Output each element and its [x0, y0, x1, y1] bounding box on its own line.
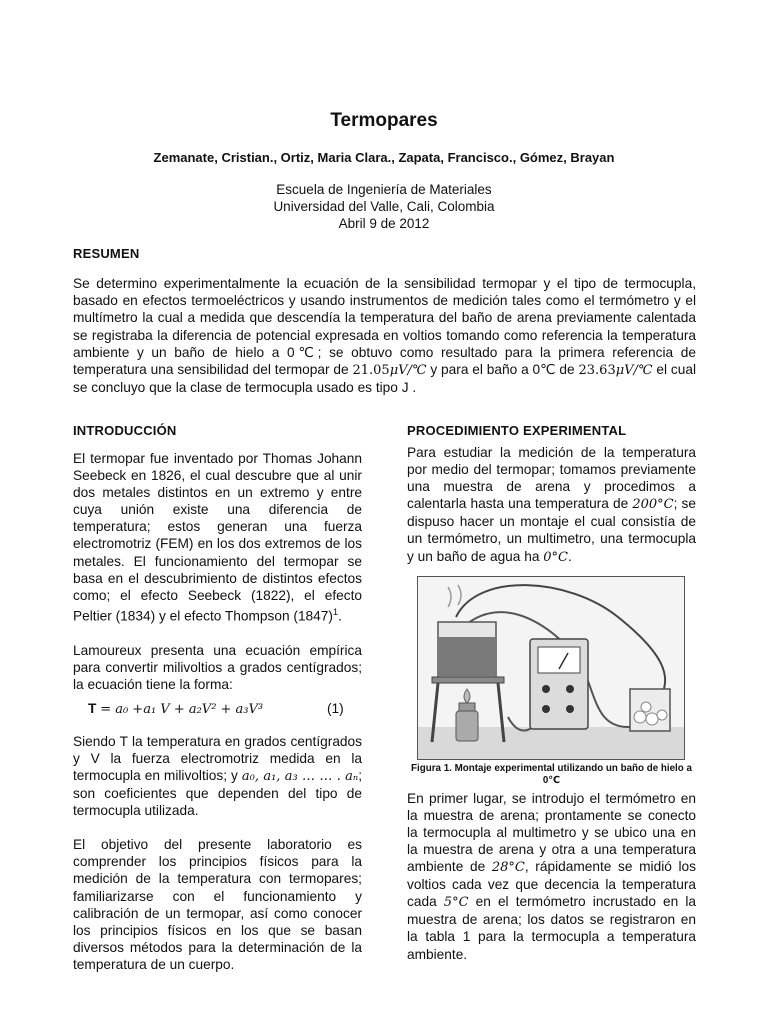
intro-paragraph: El termopar fue inventado por Thomas Johann Seebeck en 1826, el cual descubre que al unir dos metales distintos en un extremo y entre cuya unión existe una diferencia de temperatura; estos generan una fuerza electromotriz (FEM) en los dos extremos de los metales. El funcionamiento del termopar se basa en el descubrimiento de distintos efectos como; el efecto Seebeck (1822), el efecto Peltier (1834) y el efecto Thompson $(1847)^1$.: [73, 451, 362, 624]
equation-lhs: T: [88, 700, 97, 716]
intro-paragraph: El objetivo del presente laboratorio es comprender los principios físicos para la medición de la temperatura con termopares; familiarizarse con el funcionamiento y calibración de un termopar, así como conocer los principios físicos en los que se basan diversos métodos para la determinación de la temperatura de un cuerpo.: [73, 837, 362, 972]
abstract-heading: RESUMEN: [73, 246, 140, 261]
intro-paragraph: [73, 733, 362, 819]
affiliation-block: [0, 181, 768, 232]
procedure-paragraph-text: , rápidamente se midió los voltios cada vez que decencia la temperatura cada: [407, 859, 697, 910]
left-column: [73, 423, 362, 973]
temperature-value: 200°C: [632, 497, 674, 513]
figure-caption: Figura 1. Montaje experimental utilizando un baño de hielo a 0℃: [411, 762, 692, 786]
temperature-value: 28°C: [491, 860, 525, 876]
procedure-paragraph: [407, 790, 696, 963]
equation-1: [73, 701, 362, 723]
abstract-text-part: y para el baño a 0℃ de: [426, 362, 579, 378]
intro-paragraph-text: Siendo T la temperatura en grados centígrados y V la fuerza electromotriz medida en la termocupla en milivoltios; y: [73, 733, 362, 783]
procedure-heading: PROCEDIMIENTO EXPERIMENTAL: [407, 423, 627, 438]
abstract-unit: μV/℃: [389, 363, 427, 379]
procedure-paragraph-text: ; se dispuso hacer un montaje el cual consistía de un termómetro, un multimetro, una termocupla y un baño de agua ha: [407, 496, 696, 564]
affiliation-university: Universidad del Valle, Cali, Colombia: [273, 199, 495, 214]
intro-paragraph-text: ; son coeficientes que dependen del tipo de termocupla utilizada.: [73, 767, 362, 819]
temperature-value: 0°C: [543, 549, 568, 565]
paper-title: Termopares: [330, 110, 438, 131]
author-list: Zemanate, Cristian., Ortiz, Maria Clara., Zapata, Francisco., Gómez, Brayan: [153, 150, 615, 165]
intro-paragraph: Lamoureux presenta una ecuación empírica para convertir milivoltios a grados centígrados; la ecuación tiene la forma:: [73, 642, 362, 692]
procedure-paragraph-text: En primer lugar, se introdujo el termómetro en la muestra de arena; prontamente se conecto la termocupla al multimetro y se ubico una en la muestra de arena y otra a una temperatura ambiente de: [407, 790, 696, 875]
temperature-value: 5°C: [443, 895, 469, 911]
procedure-paragraph-text: en el termómetro incrustado en la muestra de arena; los datos se registraron en la tabla 1 para la termocupla a temperatura ambiente.: [407, 894, 697, 962]
procedure-paragraph-text: Para estudiar la medición de la temperatura por medio del termopar; tomamos previamente una muestra de arena y procedimos a calentarla hasta una temperatura de: [407, 445, 696, 512]
affiliation-school: Escuela de Ingeniería de Materiales: [276, 182, 492, 197]
equation-body: [88, 701, 263, 717]
lab-setup-drawing: [418, 577, 684, 759]
abstract-value: 23.63: [578, 363, 616, 379]
procedure-paragraph: Para estudiar la medición de la temperatura por medio del termopar; tomamos previamente una muestra de arena y procedimos a calentarla hasta una temperatura de 200°C; se dispuso hacer un montaje el cual consistía de un termómetro, un multimetro, una termocupla y un baño de agua ha 0°C.: [407, 445, 696, 565]
intro-paragraph-text: El termopar fue inventado por Thomas Johann Seebeck en 1826, el cual descubre que al unir dos metales distintos en un extremo y entre cuya unión existe una diferencia de temperatura; estos generan una fuerza electromotriz (FEM) en los dos extremos de los metales. El funcionamiento del termopar se basa en el descubrimiento de distintos efectos como; el efecto Seebeck (1822), el efecto Peltier (1834) y el efecto Thompson (1847): [73, 451, 362, 624]
citation-ref: 1: [332, 606, 338, 617]
affiliation-date: Abril 9 de 2012: [338, 216, 430, 231]
intro-heading: INTRODUCCIÓN: [73, 423, 177, 438]
experiment-illustration: [417, 576, 685, 760]
equation-number: (1): [327, 700, 344, 716]
abstract-text-part: Se determino experimentalmente la ecuación de la sensibilidad termopar y el tipo de termocupla, basado en efectos termoeléctricos y usando instrumentos de medición tales como el termómetro y el multímetro la cual a medida que descendía la temperatura del baño de arena previamente calentada se registraba la diferencia de potencial expresada en voltios tomando como referencia la temperatura ambiente y un baño de hielo a 0℃; se obtuvo como resultado para la primera referencia de temperatura una sensibilidad del termopar de: [73, 276, 696, 378]
abstract-value: 21.05: [352, 363, 390, 379]
coefficient-list: a₀, a₁, a₃ … … . aₙ: [241, 768, 359, 784]
equation-rhs: = a₀ +a₁ V + a₂V² + a₃V³: [100, 701, 264, 717]
right-column: [407, 423, 696, 963]
figure-1: [407, 576, 696, 790]
abstract-text-part: el cual se concluyo que la clase de termocupla usado es tipo J .: [73, 362, 697, 396]
abstract-unit: μV/℃: [615, 363, 653, 379]
abstract-text: [73, 275, 696, 396]
